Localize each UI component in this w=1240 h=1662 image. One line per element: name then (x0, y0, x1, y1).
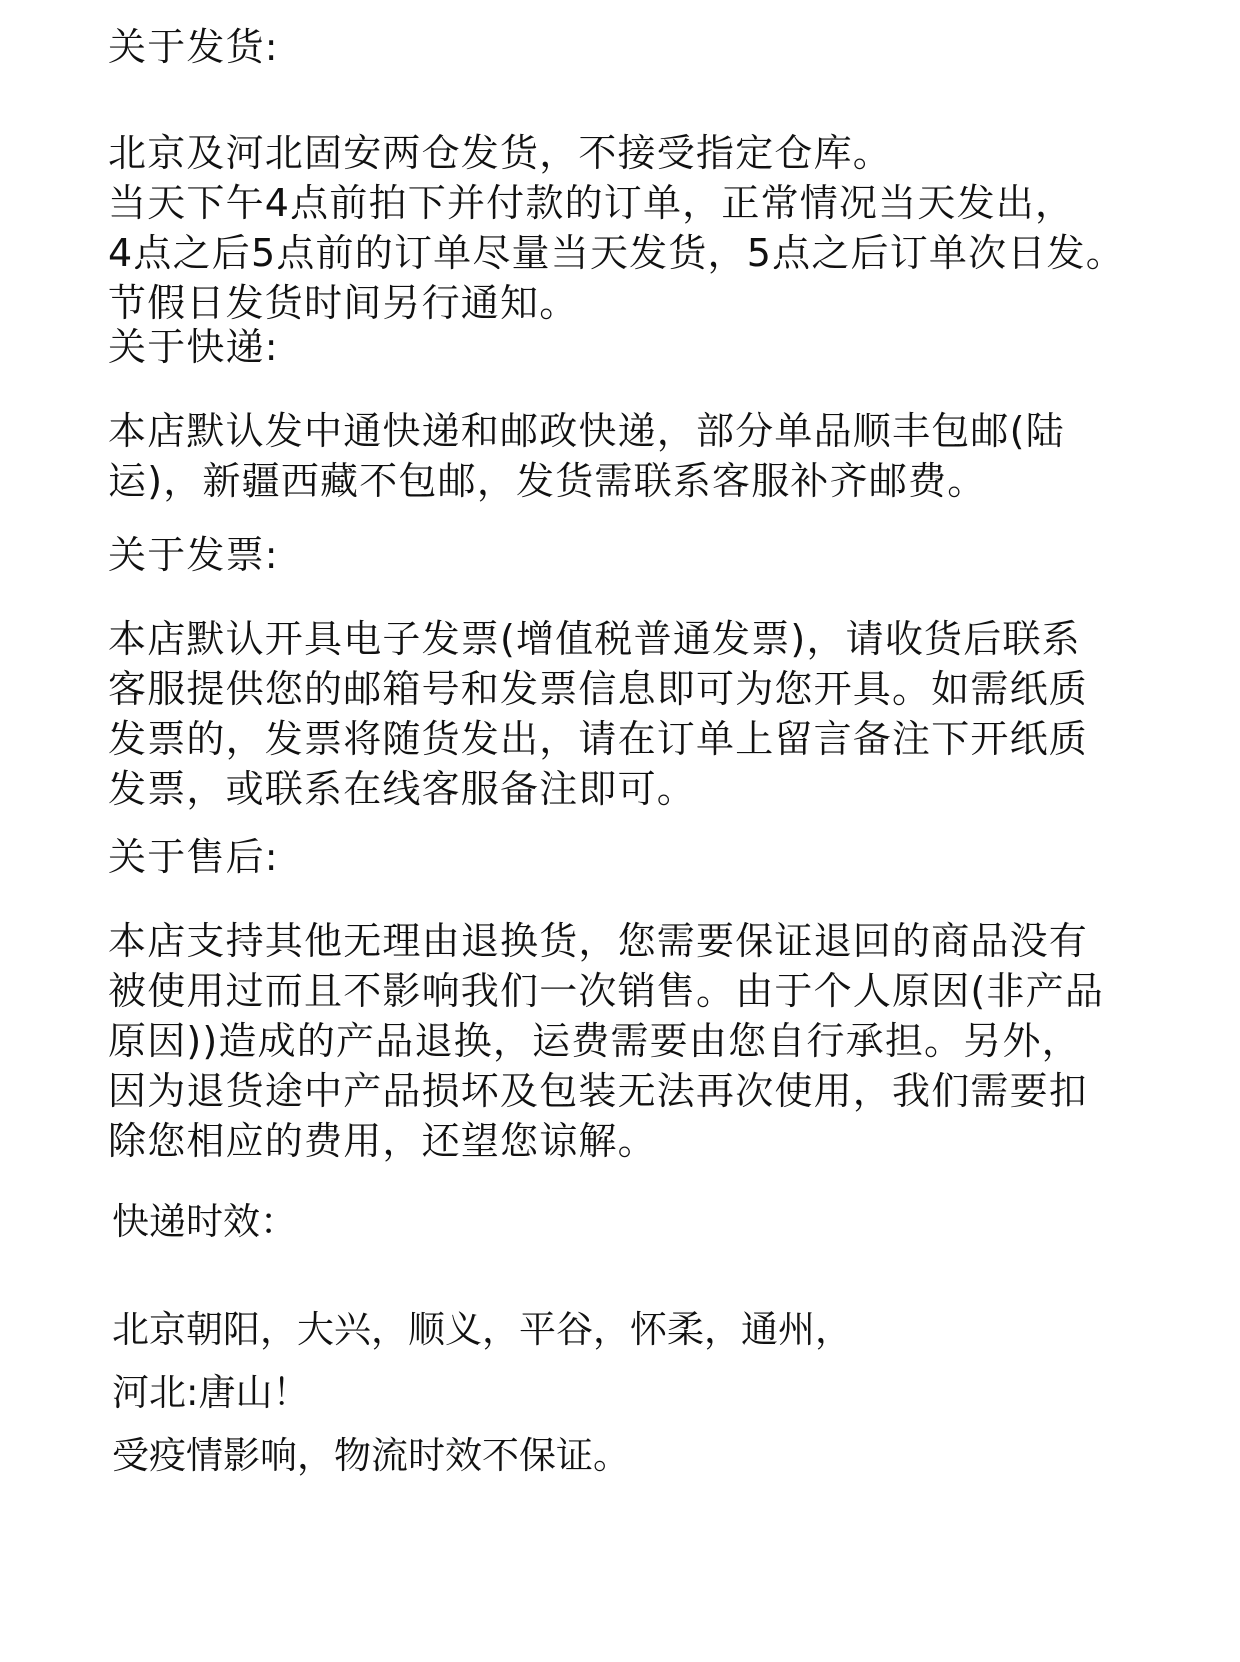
invoice-line: 发票，或联系在线客服备注即可。 (108, 767, 697, 811)
after-sales-line: 原因))造成的产品退换，运费需要由您自行承担。另外， (108, 1019, 1081, 1063)
express-timing-body (112, 1298, 1212, 1487)
after-sales-heading: 关于售后: (108, 835, 279, 879)
invoice-heading: 关于发票: (108, 533, 279, 577)
shipping-body (108, 128, 1218, 328)
shipping-line: 节假日发货时间另行通知。 (108, 281, 579, 325)
after-sales-line: 本店支持其他无理由退换货，您需要保证退回的商品没有 (108, 919, 1089, 963)
after-sales-line: 因为退货途中产品损坏及包装无法再次使用，我们需要扣 (108, 1069, 1089, 1113)
after-sales-line: 被使用过而且不影响我们一次销售。由于个人原因(非产品 (108, 969, 1105, 1013)
courier-line: 运)，新疆西藏不包邮，发货需联系客服补齐邮费。 (108, 459, 987, 503)
express-timing-line: 受疫情影响，物流时效不保证。 (112, 1434, 630, 1477)
shipping-line: 当天下午4点前拍下并付款的订单，正常情况当天发出， (108, 181, 1075, 225)
after-sales-line: 除您相应的费用，还望您谅解。 (108, 1119, 657, 1163)
after-sales-body (108, 916, 1218, 1166)
shipping-line: 北京及河北固安两仓发货，不接受指定仓库。 (108, 131, 893, 175)
invoice-line: 发票的，发票将随货发出，请在订单上留言备注下开纸质 (108, 717, 1089, 761)
express-timing-line: 河北:唐山！ (112, 1371, 310, 1414)
shipping-line: 4点之后5点前的订单尽量当天发货，5点之后订单次日发。 (108, 231, 1125, 275)
courier-heading: 关于快递: (108, 325, 279, 369)
express-timing-line: 北京朝阳，大兴，顺义，平谷，怀柔，通州， (112, 1308, 852, 1351)
courier-body (108, 406, 1218, 506)
courier-line: 本店默认发中通快递和邮政快递，部分单品顺丰包邮(陆 (108, 409, 1065, 453)
invoice-body (108, 614, 1218, 814)
invoice-line: 本店默认开具电子发票(增值税普通发票)，请收货后联系 (108, 617, 1081, 661)
invoice-line: 客服提供您的邮箱号和发票信息即可为您开具。如需纸质 (108, 667, 1089, 711)
express-timing-heading: 快递时效： (112, 1200, 297, 1243)
shipping-heading: 关于发货: (108, 25, 279, 69)
